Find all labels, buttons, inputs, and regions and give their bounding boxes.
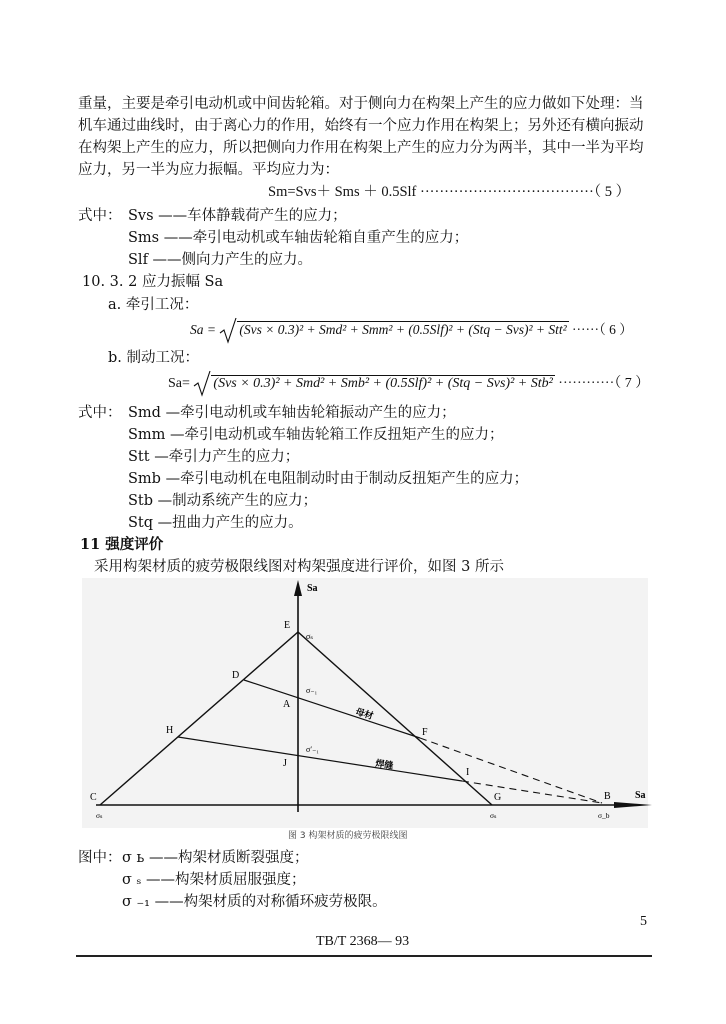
where2-item: Stq —扭曲力产生的应力。	[128, 515, 303, 531]
figure-background	[82, 578, 648, 828]
formula-7-radicand: (Svs × 0.3)² + Smd² + Smb² + (0.5Slf)² + (Stq − Svs)² + Stb²	[213, 376, 553, 392]
paragraph-line-2: 机车通过曲线时，由于离心力的作用，始终有一个应力作用在构架上；另外还有横向振动	[78, 118, 644, 134]
sigma-bottom-mid: σₛ	[490, 811, 497, 820]
figure-3-caption: 图 3 构架材质的疲劳极限线图	[288, 831, 408, 841]
legend-label: 图中：	[78, 850, 122, 866]
legend-item: σ ь ——构架材质断裂强度；	[122, 850, 309, 866]
footer-rule	[76, 955, 652, 957]
where-label-2: 式中：	[78, 405, 122, 421]
where1-item: Sms ——牵引电动机或车轴齿轮箱自重产生的应力；	[128, 230, 469, 246]
paragraph-line-1: 重量，主要是牵引电动机或中间齿轮箱。对于侧向力在构架上产生的应力做如下处理：当	[78, 96, 644, 112]
page-number: 5	[640, 914, 647, 929]
sigma-s-top: σₛ	[306, 632, 314, 641]
formula-6-number: ······（ 6 ）	[572, 322, 633, 338]
point-E: E	[284, 620, 291, 631]
x-axis-label: Sa	[635, 790, 646, 801]
point-A: A	[283, 699, 291, 710]
where-label-1: 式中：	[78, 208, 122, 224]
where2-item: Smb —牵引电动机在电阻制动时由于制动反扭矩产生的应力；	[128, 471, 529, 487]
section-10-3-2-title: 10. 3. 2 应力振幅 Sa	[82, 274, 224, 290]
sigma-bottom-left: σₛ	[96, 811, 103, 820]
point-H: H	[166, 725, 174, 736]
sigma-minus-1: σ₋₁	[306, 686, 318, 695]
where1-item: Slf ——侧向力产生的应力。	[128, 252, 313, 268]
formula-6-radicand: (Svs × 0.3)² + Smd² + Smm² + (0.5Slf)² + (Stq − Svs)² + Stt²	[239, 322, 567, 338]
paragraph-line-3: 在构架上产生的应力，所以把侧向力作用在构架上产生的应力分为两半，其中一半为平均	[78, 140, 644, 156]
formula-6-lhs: Sa =	[190, 322, 216, 338]
point-C: C	[90, 792, 97, 803]
paragraph-line-4: 应力，另一半为应力振幅。平均应力为：	[78, 162, 339, 178]
point-G: G	[494, 792, 502, 803]
where1-item: Svs ——车体静载荷产生的应力；	[128, 208, 347, 224]
legend-item: σ ₋₁ ——构架材质的对称循环疲劳极限。	[122, 894, 387, 910]
section-11-text: 采用构架材质的疲劳极限线图对构架强度进行评价，如图 3 所示	[94, 559, 504, 575]
legend-item: σ ₛ ——构架材质屈服强度；	[122, 872, 306, 888]
label-weld: 焊缝	[374, 758, 395, 771]
y-axis-label: Sa	[307, 583, 318, 594]
formula-5: Sm=Svs＋ Sms ＋ 0.5Slf ····································（ 5 ）	[268, 184, 631, 200]
where2-item: Stb —制动系统产生的应力；	[128, 493, 318, 509]
sigma-bottom-right: σ_b	[598, 811, 610, 820]
point-F: F	[422, 727, 428, 738]
where2-item: Smm —牵引电动机或车轴齿轮箱工作反扭矩产生的应力；	[128, 427, 504, 443]
section-11-title: 11 强度评价	[80, 536, 164, 553]
standard-code: TB/T 2368— 93	[316, 934, 410, 949]
where2-item: Stt —牵引力产生的应力；	[128, 449, 300, 465]
traction-label: a. 牵引工况：	[108, 297, 199, 313]
braking-label: b. 制动工况：	[108, 350, 199, 366]
point-I: I	[466, 767, 470, 778]
label-base-metal: 母材	[354, 706, 375, 722]
point-D: D	[232, 670, 240, 681]
formula-7-number: ············（ 7 ）	[558, 376, 650, 392]
where2-item: Smd —牵引电动机或车轴齿轮箱振动产生的应力；	[128, 405, 456, 421]
sigma-minus-1-weld: σ′₋₁	[306, 745, 320, 754]
point-J: J	[283, 758, 287, 769]
formula-7-lhs: Sa=	[168, 376, 190, 392]
point-B: B	[604, 791, 611, 802]
